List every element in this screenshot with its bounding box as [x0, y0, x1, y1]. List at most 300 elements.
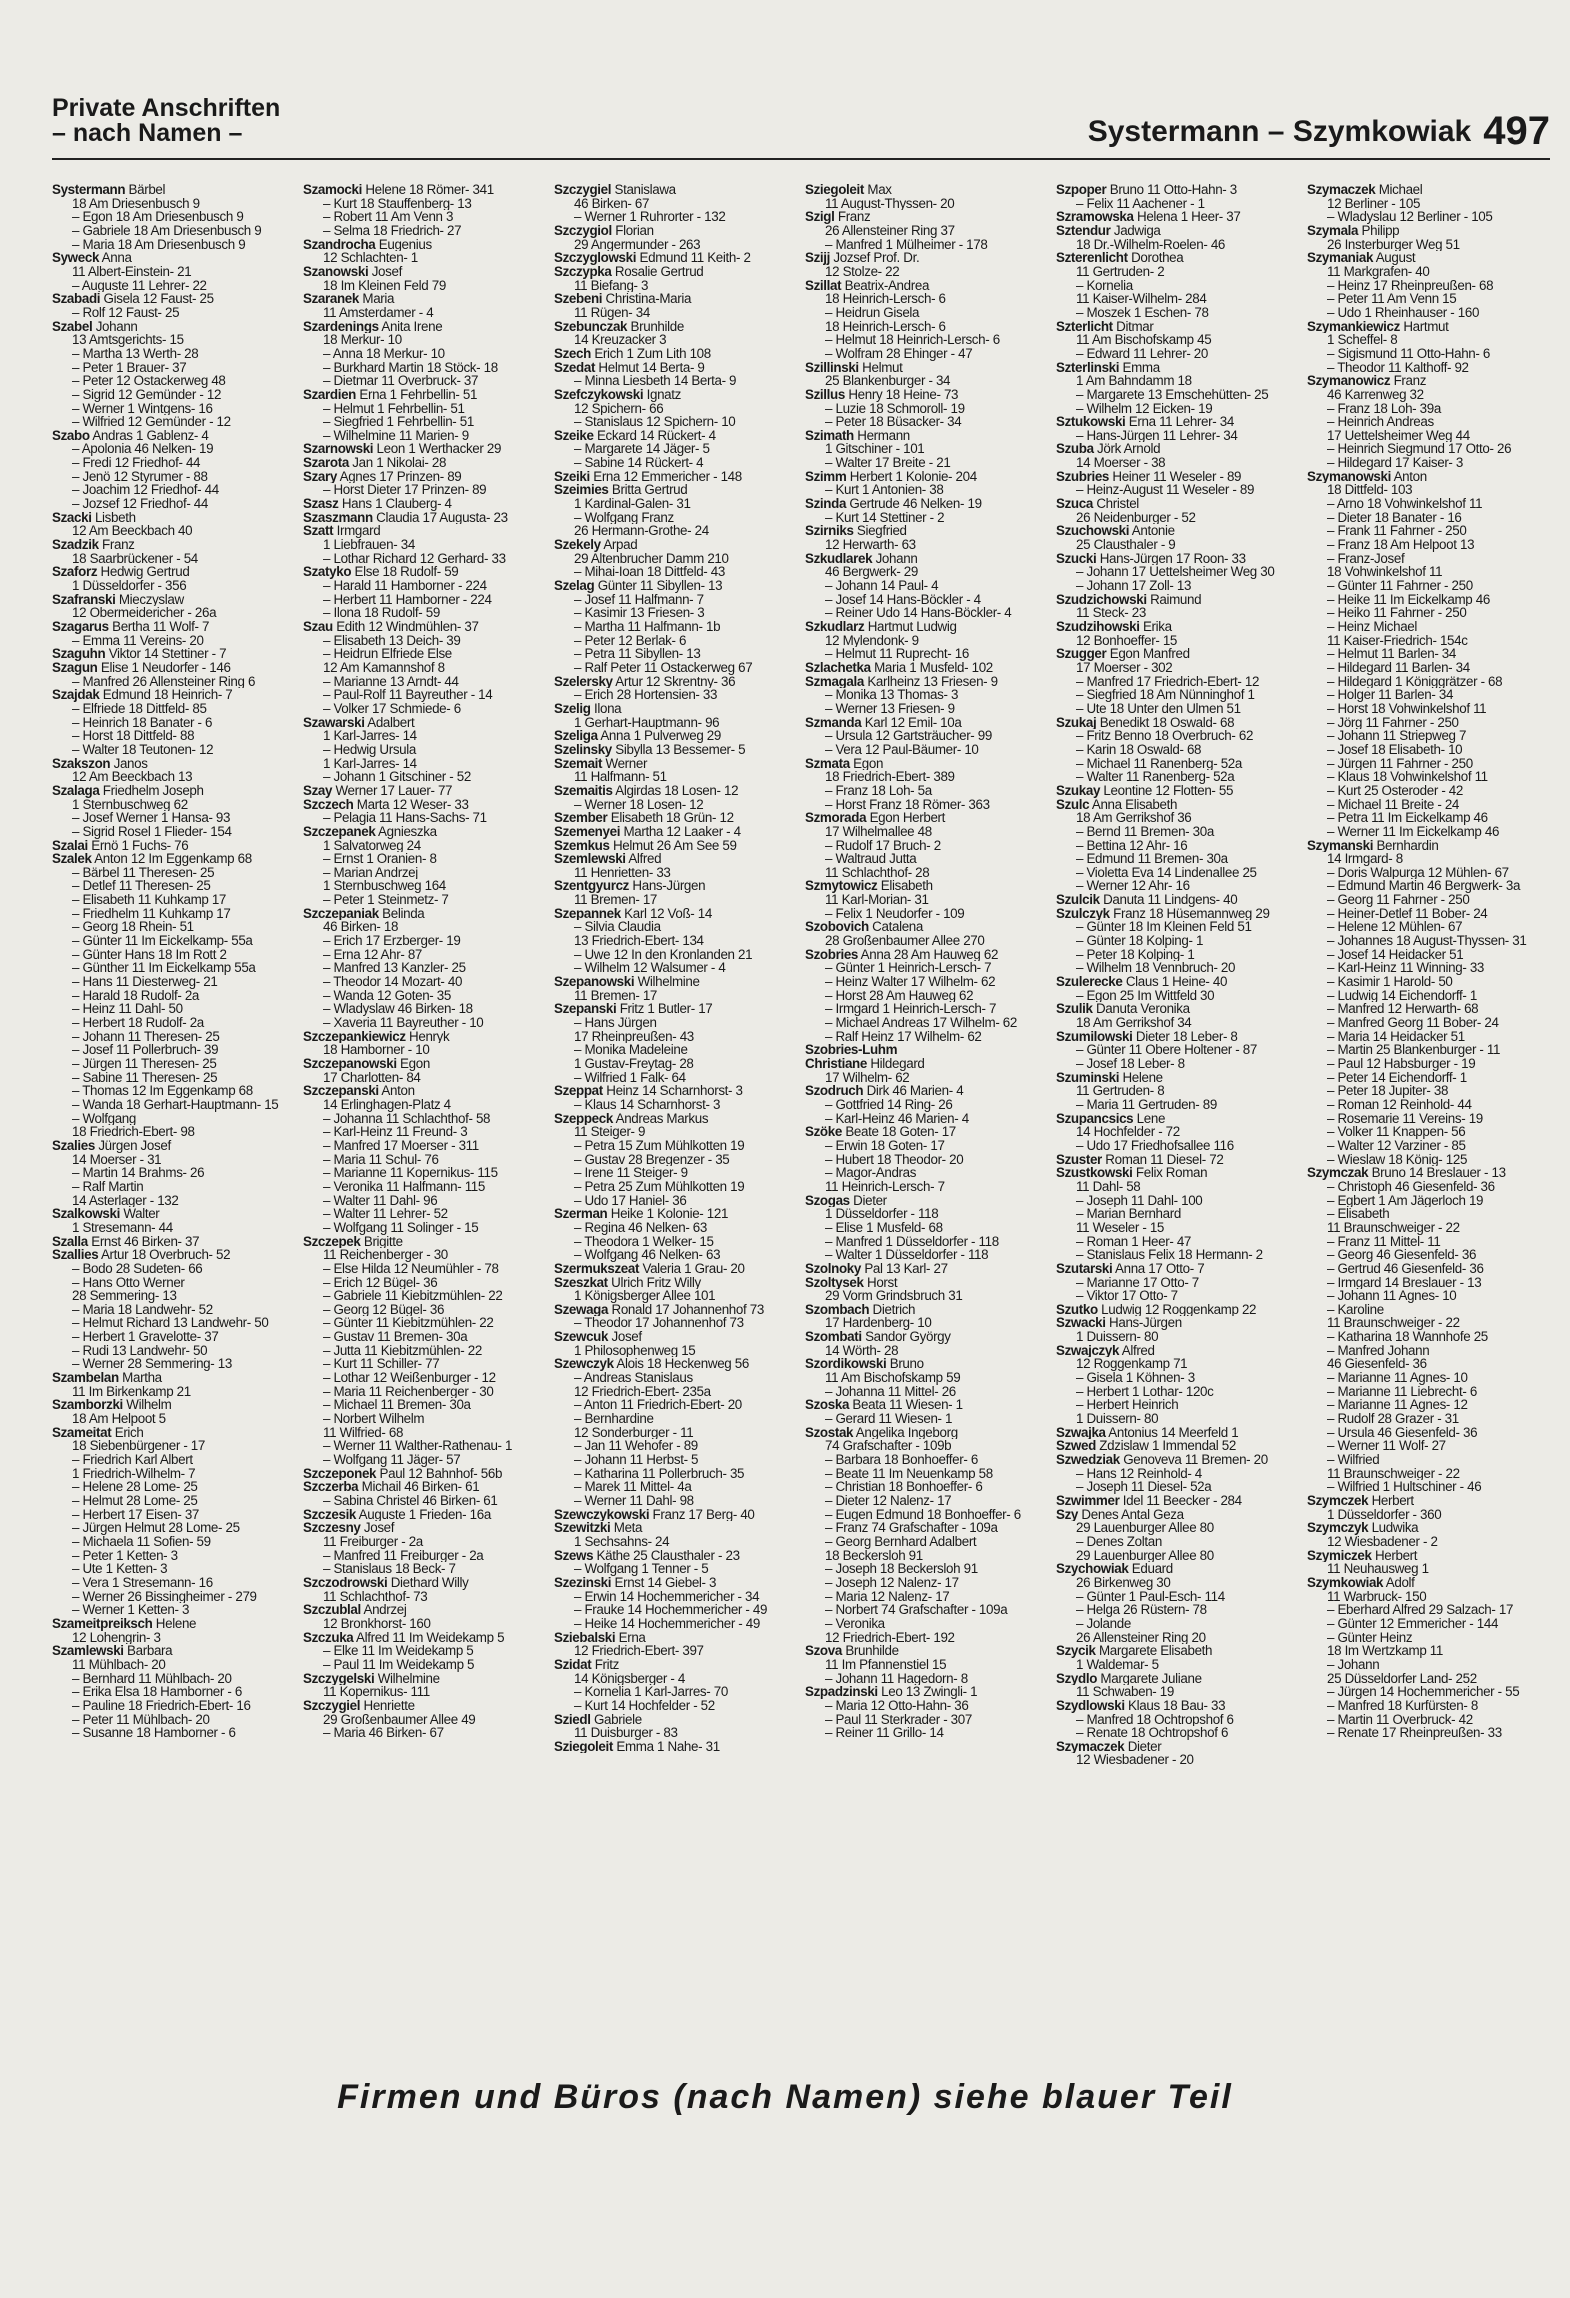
directory-entry: 1 Gustav-Freytag- 28	[574, 1057, 694, 1071]
directory-entry: – Günter 18 Im Kleinen Feld 51	[1076, 920, 1252, 935]
directory-entry: – Norbert 74 Grafschafter - 109a	[825, 1603, 1008, 1617]
directory-entry: – Hedwig Ursula	[323, 742, 416, 757]
directory-entry: Szasz Hans 1 Clauberg- 4	[303, 497, 452, 511]
directory-entry: – Manfred 1 Düsseldorfer - 118	[825, 1234, 999, 1249]
directory-entry: – Franz 11 Mittel- 11	[1327, 1234, 1441, 1249]
directory-entry: – Helmut Richard 13 Landwehr- 50	[72, 1316, 269, 1331]
directory-entry: – Heinrich 18 Banater - 6	[72, 715, 213, 730]
directory-entry: 26 Hermann-Grothe- 24	[574, 524, 709, 539]
directory-entry: – Manfred 18 Ochtropshof 6	[1076, 1712, 1234, 1727]
directory-entry: 1 Gerhart-Hauptmann- 96	[574, 715, 720, 730]
directory-entry: – Walter 11 Ranenberg- 52a	[1076, 770, 1235, 784]
directory-entry: – Walter 17 Breite - 21	[825, 456, 951, 470]
directory-entry: – Johann	[1327, 1657, 1380, 1672]
directory-entry: Szmata Egon	[805, 756, 884, 771]
directory-entry: Szatyko Else 18 Rudolf- 59	[303, 565, 459, 580]
directory-entry: – Ralf Martin	[72, 1179, 144, 1194]
directory-entry: – Günter 1 Paul-Esch- 114	[1076, 1589, 1225, 1604]
directory-entry: – Jürgen 11 Fahrner - 250	[1327, 756, 1473, 771]
directory-entry: – Sabina Christel 46 Birken- 61	[323, 1494, 498, 1508]
directory-entry: – Manfred 1 Mülheimer - 178	[825, 237, 988, 252]
directory-entry: 1 Düsseldorfer - 118	[825, 1207, 939, 1221]
directory-entry: Christiane Hildegard	[805, 1057, 925, 1071]
directory-entry: – Paul 11 Sterkrader - 307	[825, 1712, 972, 1727]
directory-entry: Szacki Lisbeth	[52, 510, 136, 525]
directory-entry: – Martin 14 Brahms- 26	[72, 1166, 205, 1180]
directory-entry: 12 Bonhoeffer- 15	[1076, 633, 1178, 648]
directory-entry: 1 Sechsahns- 24	[574, 1534, 670, 1549]
directory-entry: Szemenyei Martha 12 Laaker - 4	[554, 824, 741, 839]
directory-entry: – Kurt 1 Antonien- 38	[825, 483, 944, 498]
directory-entry: – Werner 13 Friesen- 9	[825, 701, 955, 716]
directory-entry: – Erich 28 Hortensien- 33	[574, 688, 718, 702]
directory-entry: – Renate 17 Rheinpreußen- 33	[1327, 1726, 1502, 1740]
directory-entry: – Rolf 12 Faust- 25	[72, 305, 180, 320]
directory-entry: 14 Hochfelder - 72	[1076, 1125, 1180, 1139]
directory-entry: – Werner 26 Bissingheimer - 279	[72, 1589, 257, 1604]
directory-entry: – Wolfgang 46 Nelken- 63	[574, 1248, 721, 1262]
directory-entry: – Helga 26 Rüstern- 78	[1076, 1603, 1207, 1617]
directory-entry: 11 Am Bischofskamp 45	[1076, 333, 1212, 347]
directory-entry: – Joachim 12 Friedhof- 44	[72, 483, 219, 498]
directory-entry: 11 Gertruden- 2	[1076, 264, 1165, 279]
directory-entry: – Norbert Wilhelm	[323, 1412, 425, 1426]
directory-entry: 1 Stresemann- 44	[72, 1220, 173, 1235]
directory-entry: Szerman Heike 1 Kolonie- 121	[554, 1207, 729, 1221]
directory-entry: – Irene 11 Steiger- 9	[574, 1166, 688, 1180]
directory-entry: – Johann 11 Striepweg 7	[1327, 729, 1467, 743]
directory-entry: – Else Hilda 12 Neumühler - 78	[323, 1261, 499, 1276]
directory-entry: Szech Erich 1 Zum Lith 108	[554, 346, 711, 361]
directory-entry: Szuba Jörk Arnold	[1056, 442, 1161, 457]
directory-entry: Szustkowski Felix Roman	[1056, 1166, 1208, 1180]
directory-entry: 18 Im Wertzkamp 11	[1327, 1644, 1443, 1658]
directory-entry: – Wilfried 1 Falk- 64	[574, 1070, 686, 1085]
directory-entry: Szwajka Antonius 14 Meerfeld 1	[1056, 1425, 1239, 1440]
directory-entry: – Paul 12 Habsburger - 19	[1327, 1057, 1476, 1071]
directory-entry: 12 Schlachten- 1	[323, 251, 418, 265]
directory-entry: Szillus Henry 18 Heine- 73	[805, 387, 959, 402]
directory-entry: Szombati Sandor György	[805, 1330, 951, 1344]
directory-entry: – Franz 74 Grafschafter - 109a	[825, 1521, 998, 1535]
directory-entry: – Bernhardine	[574, 1412, 654, 1426]
directory-entry: – Wladyslau 12 Berliner - 105	[1327, 210, 1493, 224]
directory-entry: – Ilona 18 Rudolf- 59	[323, 606, 440, 620]
directory-entry: – Maria 11 Gertruden- 89	[1076, 1097, 1217, 1112]
directory-entry: – Horst Franz 18 Römer- 363	[825, 797, 990, 812]
directory-entry: 17 Charlotten- 84	[323, 1070, 421, 1085]
directory-entry: – Werner 12 Ahr- 16	[1076, 879, 1190, 894]
directory-entry: Szlachetka Maria 1 Musfeld- 102	[805, 660, 993, 675]
directory-entry: – Margarete 14 Jäger- 5	[574, 442, 710, 457]
directory-entry: – Jürgen 11 Theresen- 25	[72, 1057, 217, 1071]
directory-entry: – Pelagia 11 Hans-Sachs- 71	[323, 811, 487, 825]
directory-entry: Szymanowski Anton	[1307, 469, 1427, 484]
directory-entry: – Helmut 28 Lome- 25	[72, 1494, 198, 1508]
directory-entry: Szemlewski Alfred	[554, 852, 662, 866]
directory-entry: – Reiner Udo 14 Hans-Böckler- 4	[825, 606, 1012, 620]
directory-entry: – Marianne 11 Agnes- 12	[1327, 1398, 1468, 1413]
directory-entry: – Michael 11 Ranenberg- 52a	[1076, 756, 1242, 771]
directory-entry: – Monika Madeleine	[574, 1043, 688, 1057]
directory-entry: Szukaj Benedikt 18 Oswald- 68	[1056, 715, 1235, 730]
directory-entry: – Susanne 18 Hamborner - 6	[72, 1726, 236, 1740]
directory-entry: – Rudi 13 Landwehr- 50	[72, 1343, 208, 1358]
directory-entry: – Maria 12 Otto-Hahn- 36	[825, 1698, 969, 1713]
directory-entry: – Heinz 17 Rheinpreußen- 68	[1327, 278, 1494, 293]
directory-entry: Szolnoky Pal 13 Karl- 27	[805, 1261, 948, 1276]
directory-entry: – Johann 11 Theresen- 25	[72, 1029, 220, 1044]
directory-entry: 18 Am Gerrikshof 34	[1076, 1016, 1192, 1030]
directory-entry: – Volker 11 Knappen- 56	[1327, 1125, 1466, 1139]
directory-entry: – Kurt 14 Stettiner - 2	[825, 510, 945, 525]
directory-entry: – Elise 1 Musfeld- 68	[825, 1220, 943, 1235]
directory-entry: – Jürgen 14 Hochemmericher - 55	[1327, 1685, 1520, 1699]
directory-entry: – Hubert 18 Theodor- 20	[825, 1152, 964, 1167]
directory-entry: – Johanna 11 Mittel- 26	[825, 1384, 956, 1399]
directory-entry: 14 Königsberger - 4	[574, 1671, 685, 1686]
directory-entry: 11 Gertruden- 8	[1076, 1084, 1165, 1098]
directory-entry: – Hildegard 17 Kaiser- 3	[1327, 456, 1464, 470]
directory-entry: Szwed Zdzislaw 1 Immendal 52	[1056, 1439, 1236, 1454]
directory-entry: – Kurt 11 Schiller- 77	[323, 1357, 440, 1372]
directory-entry: Szuster Roman 11 Diesel- 72	[1056, 1152, 1224, 1167]
directory-entry: 18 Dr.-Wilhelm-Roelen- 46	[1076, 237, 1226, 252]
directory-entry: Szkudlarek Johann	[805, 551, 918, 566]
directory-entry: Szczepanski Anton	[303, 1084, 415, 1098]
directory-entry: – Joseph 11 Diesel- 52a	[1076, 1480, 1212, 1494]
directory-entry: – Irmgard 14 Breslauer - 13	[1327, 1275, 1482, 1290]
directory-entry: 12 Friedrich-Ebert- 192	[825, 1630, 955, 1645]
directory-entry: – Violetta Eva 14 Lindenallee 25	[1076, 865, 1257, 880]
directory-entry: Szefczykowski Ignatz	[554, 387, 681, 402]
directory-entry: Szigl Franz	[805, 210, 871, 224]
directory-entry: – Marianne 13 Arndt- 44	[323, 674, 459, 689]
directory-entry: Szajdak Edmund 18 Heinrich- 7	[52, 688, 233, 702]
directory-entry: – Fritz Benno 18 Overbruch- 62	[1076, 729, 1254, 743]
directory-entry: – Wolfgang 11 Solinger - 15	[323, 1220, 479, 1235]
directory-entry: – Joseph 18 Beckersloh 91	[825, 1562, 978, 1576]
directory-entry: – Magor-Andras	[825, 1166, 917, 1180]
directory-column-2	[303, 183, 548, 2073]
directory-entry: – Marianne 11 Kopernikus- 115	[323, 1166, 498, 1180]
directory-entry: – Karl-Heinz 11 Winning- 33	[1327, 961, 1485, 976]
directory-entry: – Maria 46 Birken- 67	[323, 1726, 444, 1740]
directory-entry: Szekely Arpad	[554, 538, 638, 552]
directory-entry: – Doris Walpurga 12 Mühlen- 67	[1327, 865, 1509, 880]
directory-entry: – Manfred Georg 11 Bober- 24	[1327, 1016, 1499, 1030]
directory-entry: Szandrocha Eugenius	[303, 237, 432, 252]
directory-entry: Szanowski Josef	[303, 264, 402, 279]
directory-entry: 74 Grafschafter - 109b	[825, 1439, 952, 1454]
directory-entry: 18 Heinrich-Lersch- 6	[825, 292, 946, 306]
directory-entry: – Franz 18 Am Helpoot 13	[1327, 538, 1475, 552]
directory-entry: 1 Scheffel- 8	[1327, 333, 1398, 347]
directory-entry: Szallies Artur 18 Overbruch- 52	[52, 1248, 231, 1262]
directory-entry: 29 Angermunder - 263	[574, 237, 701, 252]
directory-entry: – Heinz Walter 17 Wilhelm- 62	[825, 975, 996, 989]
directory-entry: – Sigismund 11 Otto-Hahn- 6	[1327, 346, 1490, 361]
directory-entry: Szczepaniak Belinda	[303, 906, 425, 921]
directory-entry: Szentgyurcz Hans-Jürgen	[554, 879, 706, 894]
directory-entry: Szterlicht Ditmar	[1056, 319, 1154, 334]
directory-entry: – Marek 11 Mittel- 4a	[574, 1480, 692, 1494]
directory-entry: 11 Bremen- 17	[574, 893, 658, 907]
directory-entry: Szukay Leontine 12 Flotten- 55	[1056, 783, 1234, 798]
directory-entry: – Manfred 12 Herwarth- 68	[1327, 1002, 1479, 1017]
directory-entry: 1 Sternbuschweg 62	[72, 797, 188, 812]
directory-entry: – Waltraud Jutta	[825, 852, 917, 866]
directory-entry: – Stanislaus 18 Beck- 7	[323, 1562, 456, 1576]
directory-entry: – Georg 46 Giesenfeld- 36	[1327, 1248, 1477, 1262]
directory-entry: – Anna 18 Merkur- 10	[323, 346, 445, 361]
directory-entry: Szubries Heiner 11 Weseler - 89	[1056, 469, 1242, 484]
directory-entry: 1 Salvatorweg 24	[323, 838, 421, 853]
directory-entry: – Heinrich Andreas	[1327, 415, 1434, 429]
directory-entry: Szymaczek Dieter	[1056, 1739, 1162, 1754]
directory-entry: – Theodor 17 Johannenhof 73	[574, 1316, 744, 1331]
directory-entry: – Harald 11 Hamborner - 224	[323, 579, 487, 593]
directory-entry: Szirniks Siegfried	[805, 524, 907, 539]
directory-entry: 11 Braunschweiger - 22	[1327, 1220, 1460, 1235]
directory-entry: 17 Moerser - 302	[1076, 660, 1173, 675]
directory-entry: – Josef 11 Pollerbruch- 39	[72, 1043, 219, 1057]
directory-entry: 12 Spichern- 66	[574, 401, 664, 416]
directory-entry: Szczyglowski Edmund 11 Keith- 2	[554, 251, 751, 265]
directory-entry: 18 Siebenbürgener - 17	[72, 1439, 206, 1454]
directory-entry: Szewaga Ronald 17 Johannenhof 73	[554, 1302, 764, 1317]
directory-entry: – Josef 18 Leber- 8	[1076, 1057, 1185, 1071]
directory-entry: Sztendur Jadwiga	[1056, 223, 1161, 238]
directory-entry: – Peter 14 Eichendorff- 1	[1327, 1070, 1467, 1085]
directory-entry: Szedat Helmut 14 Berta- 9	[554, 360, 705, 375]
directory-entry: – Maria 14 Heidacker 51	[1327, 1029, 1465, 1044]
directory-entry: – Vera 1 Stresemann- 16	[72, 1575, 213, 1590]
directory-entry: 13 Friedrich-Ebert- 134	[574, 934, 704, 948]
directory-entry: – Georg 11 Fahrner - 250	[1327, 893, 1470, 907]
directory-entry: Szodruch Dirk 46 Marien- 4	[805, 1084, 964, 1098]
directory-entry: – Helmut 1 Fehrbellin- 51	[323, 401, 465, 416]
directory-entry: – Georg 12 Bügel- 36	[323, 1302, 445, 1317]
directory-entry: – Johanna 11 Schlachthof- 58	[323, 1111, 491, 1126]
directory-entry: Szelinsky Sibylla 13 Bessemer- 5	[554, 742, 746, 757]
directory-entry: 18 Hamborner - 10	[323, 1043, 430, 1057]
directory-entry: – Werner 28 Semmering- 13	[72, 1357, 232, 1372]
directory-entry: Szmanda Karl 12 Emil- 10a	[805, 715, 962, 730]
directory-entry: 11 Reichenberger - 30	[323, 1248, 448, 1262]
directory-entry: – Eugen Edmund 18 Bonhoeffer- 6	[825, 1507, 1021, 1522]
directory-entry: – Kurt 25 Osteroder - 42	[1327, 783, 1463, 798]
directory-entry: – Apolonia 46 Nelken- 19	[72, 442, 214, 457]
directory-entry: Systermann Bärbel	[52, 183, 166, 197]
directory-entry: Szimm Herbert 1 Kolonie- 204	[805, 469, 977, 484]
directory-entry: – Sabine 11 Theresen- 25	[72, 1070, 218, 1085]
directory-entry: – Helene 28 Lome- 25	[72, 1480, 198, 1494]
directory-entry: – Rudolf 17 Bruch- 2	[825, 838, 941, 853]
directory-entry: – Ralf Peter 11 Ostackerweg 67	[574, 660, 753, 675]
directory-entry: 13 Amtsgerichts- 15	[72, 333, 184, 347]
directory-entry: – Wilhelm 12 Eicken- 19	[1076, 401, 1213, 416]
directory-column-3	[554, 183, 799, 2073]
directory-entry: – Werner 1 Ketten- 3	[72, 1603, 190, 1617]
directory-entry: 11 Braunschweiger - 22	[1327, 1316, 1460, 1331]
directory-entry: – Horst 28 Am Hauweg 62	[825, 988, 974, 1003]
directory-entry: – Klaus 18 Vohwinkelshof 11	[1327, 770, 1488, 784]
directory-entry: Szeimies Britta Gertrud	[554, 483, 688, 498]
directory-entry: 29 Lauenburger Allee 80	[1076, 1548, 1214, 1563]
directory-entry: 18 Im Kleinen Feld 79	[323, 278, 446, 293]
directory-entry: 11 Steiger- 9	[574, 1125, 646, 1139]
directory-entry: Szpadzinski Leo 13 Zwingli- 1	[805, 1685, 978, 1699]
directory-entry: 11 Rügen- 34	[574, 305, 650, 320]
directory-entry: – Günter 11 Obere Holtener - 87	[1076, 1043, 1257, 1057]
directory-entry: Szostak Angelika Ingeborg	[805, 1425, 958, 1440]
directory-entry: Szatt Irmgard	[303, 524, 381, 539]
directory-entry: – Marianne 17 Otto- 7	[1076, 1275, 1199, 1290]
directory-entry: Szeiki Erna 12 Emmericher - 148	[554, 469, 742, 484]
directory-entry: – Erna 12 Ahr- 87	[323, 947, 423, 962]
directory-entry: Szabel Johann	[52, 319, 138, 334]
directory-entry: – Anton 11 Friedrich-Ebert- 20	[574, 1398, 742, 1413]
directory-entry: – Kornelia 1 Karl-Jarres- 70	[574, 1685, 728, 1699]
directory-entry: 29 Vorm Grindsbruch 31	[825, 1289, 963, 1303]
directory-entry: Szaranek Maria	[303, 292, 395, 306]
directory-entry: Szombach Dietrich	[805, 1302, 916, 1317]
directory-entry: 12 Lohengrin- 3	[72, 1630, 161, 1645]
page-header	[52, 88, 1550, 160]
directory-entry: 12 Sonderburger - 11	[574, 1425, 694, 1440]
directory-entry: – Werner 11 Dahl- 98	[574, 1494, 694, 1508]
directory-entry: 28 Semmering- 13	[72, 1289, 177, 1303]
directory-entry: Szwimmer Idel 11 Beecker - 284	[1056, 1494, 1242, 1508]
directory-entry: 46 Birken- 67	[574, 196, 650, 211]
directory-entry: 18 Friedrich-Ebert- 98	[72, 1125, 195, 1139]
directory-entry: Szaforz Hedwig Gertrud	[52, 565, 190, 580]
directory-entry: – Dietmar 11 Overbruck- 37	[323, 374, 479, 388]
directory-entry: Szymczek Herbert	[1307, 1494, 1414, 1508]
directory-entry: 29 Großenbaumer Allee 49	[323, 1712, 476, 1727]
directory-entry: Szczepanek Agnieszka	[303, 824, 437, 839]
directory-entry: 17 Hardenberg- 10	[825, 1316, 932, 1331]
directory-entry: Szewcuk Josef	[554, 1330, 642, 1344]
directory-entry: Szudzihowski Erika	[1056, 620, 1172, 634]
directory-entry: – Hans Jürgen	[574, 1016, 657, 1030]
directory-entry: Szalla Ernst 46 Birken- 37	[52, 1234, 200, 1249]
directory-entry: Szczepek Brigitte	[303, 1234, 403, 1249]
directory-entry: – Erich 17 Erzberger- 19	[323, 934, 461, 948]
directory-entry: – Günter Hans 18 Im Rott 2	[72, 947, 227, 962]
directory-entry: Szaszmann Claudia 17 Augusta- 23	[303, 510, 508, 525]
directory-entry: – Theodora 1 Welker- 15	[574, 1234, 714, 1249]
directory-entry: Szczygiol Florian	[554, 223, 654, 238]
directory-entry: – Wilfried 1 Hultschiner - 46	[1327, 1480, 1482, 1494]
directory-entry: – Frank 11 Fahrner - 250	[1327, 524, 1467, 539]
directory-entry: 11 Henrietten- 33	[574, 865, 671, 880]
directory-entry: Szewczyk Alois 18 Heckenweg 56	[554, 1357, 749, 1372]
directory-entry: Szczublal Andrzej	[303, 1603, 407, 1617]
directory-entry: – Jürgen Helmut 28 Lome- 25	[72, 1521, 240, 1535]
directory-entry: – Egon 18 Am Driesenbusch 9	[72, 210, 244, 224]
directory-entry: – Petra 25 Zum Mühlkotten 19	[574, 1179, 745, 1194]
directory-entry: Szamlewski Barbara	[52, 1644, 173, 1658]
directory-entry: – Katharina 18 Wannhofe 25	[1327, 1330, 1488, 1344]
directory-entry: – Erika Elsa 18 Hamborner - 6	[72, 1685, 242, 1699]
directory-entry: – Robert 11 Am Venn 3	[323, 210, 454, 224]
directory-entry: – Theodor 11 Kalthoff- 92	[1327, 360, 1469, 375]
directory-entry: Szijj Jozsef Prof. Dr.	[805, 251, 920, 265]
directory-entry: – Hildegard 1 Königgrätzer - 68	[1327, 674, 1503, 689]
directory-entry: – Udo 17 Haniel- 36	[574, 1193, 687, 1208]
directory-entry: – Manfred 18 Kurfürsten- 8	[1327, 1698, 1478, 1713]
directory-entry: 29 Altenbrucher Damm 210	[574, 551, 729, 566]
directory-entry: Szymczak Bruno 14 Breslauer - 13	[1307, 1166, 1506, 1180]
directory-entry: Szalek Anton 12 Im Eggenkamp 68	[52, 852, 252, 866]
directory-entry: – Manfred 13 Kanzler- 25	[323, 961, 466, 976]
directory-entry: – Edward 11 Lehrer- 20	[1076, 346, 1208, 361]
directory-entry: Sziegoleit Max	[805, 183, 892, 197]
directory-entry: Sziebalski Erna	[554, 1630, 646, 1645]
directory-entry: – Günter 11 Fahrner - 250	[1327, 579, 1473, 593]
directory-entry: – Wilhelmine 11 Marien- 9	[323, 428, 469, 443]
directory-entry: 17 Rheinpreußen- 43	[574, 1029, 694, 1044]
directory-entry: Szabo Andras 1 Gablenz- 4	[52, 428, 209, 443]
directory-entry: 12 Obermeidericher - 26a	[72, 606, 217, 620]
directory-entry: – Ursula 46 Giesenfeld- 36	[1327, 1425, 1478, 1440]
directory-entry: – Theodor 14 Mozart- 40	[323, 975, 463, 989]
directory-entry: 11 Kopernikus- 111	[323, 1685, 430, 1699]
directory-entry: Szulik Danuta Veronika	[1056, 1002, 1190, 1017]
directory-entry: – Elfriede 18 Dittfeld- 85	[72, 701, 207, 716]
directory-entry: 12 Wiesbadener - 20	[1076, 1753, 1194, 1768]
directory-entry: – Wilfried 12 Gemünder - 12	[72, 415, 231, 429]
directory-entry: 1 Duissern- 80	[1076, 1412, 1159, 1426]
directory-entry: Szameitpreiksch Helene	[52, 1616, 197, 1631]
section-title-line1: Private Anschriften	[52, 94, 281, 122]
directory-entry: – Peter 1 Brauer- 37	[72, 360, 187, 375]
directory-entry: Szobries Anna 28 Am Hauweg 62	[805, 947, 999, 962]
directory-entry: Szwacki Hans-Jürgen	[1056, 1316, 1182, 1331]
directory-entry: 25 Düsseldorfer Land- 252	[1327, 1671, 1477, 1686]
directory-entry: – Katharina 11 Pollerbruch- 35	[574, 1466, 745, 1481]
directory-entry: – Joseph 12 Nalenz- 17	[825, 1575, 959, 1590]
directory-entry: – Jenö 12 Styrumer - 88	[72, 469, 208, 484]
directory-entry: – Sigrid 12 Gemünder - 12	[72, 387, 222, 402]
directory-entry: Szepannek Karl 12 Voß- 14	[554, 906, 712, 921]
directory-entry: – Xaveria 11 Bayreuther - 10	[323, 1016, 484, 1030]
directory-entry: Szuminski Helene	[1056, 1070, 1163, 1085]
directory-entry: – Maria 12 Nalenz- 17	[825, 1589, 950, 1604]
directory-entry: Szuchowski Antonie	[1056, 524, 1175, 539]
directory-entry: 11 August-Thyssen- 20	[825, 196, 955, 211]
directory-entry: 11 Steck- 23	[1076, 606, 1146, 620]
directory-entry: 11 Mühlbach- 20	[72, 1657, 166, 1672]
directory-entry: – Herbert 11 Hamborner - 224	[323, 592, 492, 607]
directory-entry: 1 Duissern- 80	[1076, 1330, 1159, 1344]
directory-entry: – Kornelia	[1076, 278, 1133, 293]
directory-entry: 1 Düsseldorfer - 360	[1327, 1507, 1442, 1522]
directory-entry: 12 Wiesbadener - 2	[1327, 1534, 1438, 1549]
directory-entry: 11 Schwaben- 19	[1076, 1685, 1174, 1699]
directory-entry: Szczesik Auguste 1 Frieden- 16a	[303, 1507, 491, 1522]
directory-entry: – Selma 18 Friedrich- 27	[323, 223, 462, 238]
directory-entry: 11 Schlachthof- 73	[323, 1589, 428, 1604]
directory-entry: – Manfred 17 Moerser - 311	[323, 1138, 479, 1153]
directory-entry: – Werner 11 Wolf- 27	[1327, 1439, 1446, 1454]
directory-entry: – Günter 18 Kolping- 1	[1076, 934, 1204, 948]
directory-entry: – Felix 1 Neudorfer - 109	[825, 906, 965, 921]
directory-entry: Szobovich Catalena	[805, 920, 923, 935]
directory-entry: Szwedziak Genoveva 11 Bremen- 20	[1056, 1453, 1268, 1467]
